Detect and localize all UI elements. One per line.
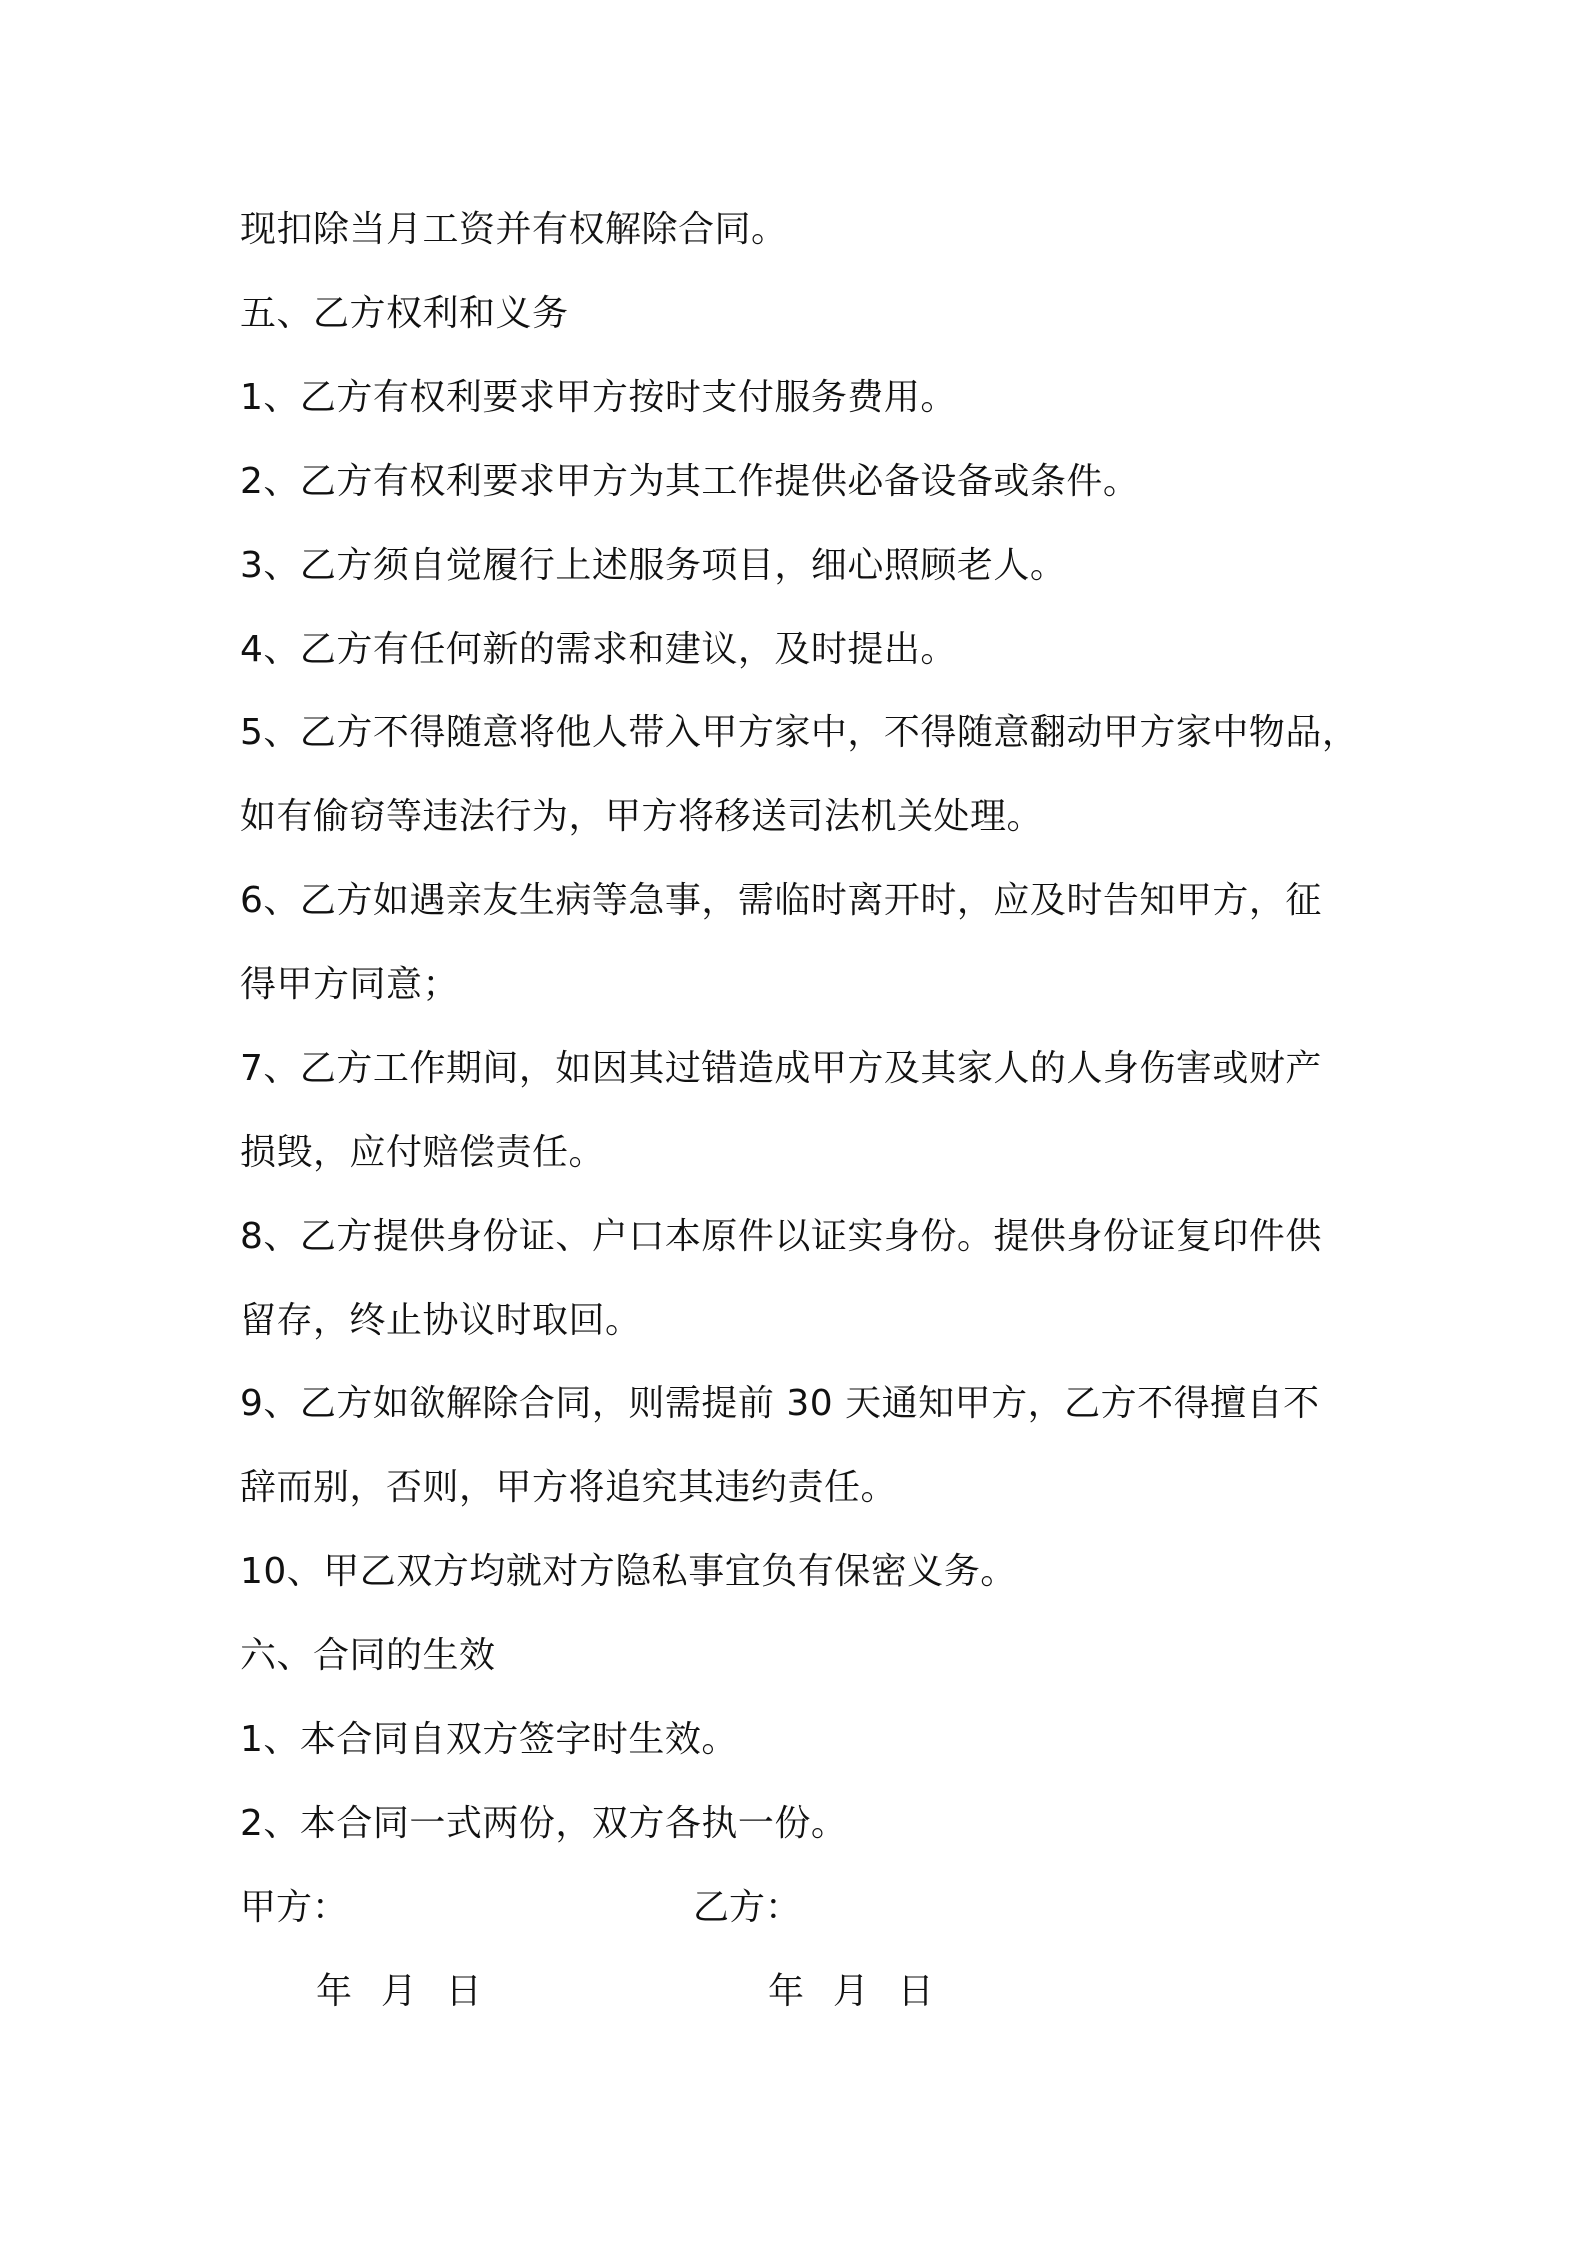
text-line-9: 6、乙方如遇亲友生病等急事，需临时离开时，应及时告知甲方，征	[240, 880, 1322, 921]
text-line-12: 损毁，应付赔偿责任。	[240, 1132, 606, 1173]
section-heading-effect: 六、合同的生效	[240, 1635, 496, 1676]
text-line-8: 如有偷窃等违法行为，甲方将移送司法机关处理。	[240, 796, 1044, 837]
text-line-4: 2、乙方有权利要求甲方为其工作提供必备设备或条件。	[240, 461, 1140, 502]
text-line-11: 7、乙方工作期间，如因其过错造成甲方及其家人的人身伤害或财产	[240, 1048, 1322, 1089]
text-line-10: 得甲方同意；	[240, 964, 460, 1005]
party-b-date: 年 月 日	[768, 1971, 936, 2012]
text-line-14: 留存，终止协议时取回。	[240, 1300, 642, 1341]
text-line-15: 9、乙方如欲解除合同，则需提前 30 天通知甲方，乙方不得擅自不	[240, 1383, 1320, 1424]
text-line-16: 辞而别，否则，甲方将追究其违约责任。	[240, 1467, 898, 1508]
party-a-signature-label: 甲方：	[240, 1887, 349, 1928]
text-line-13: 8、乙方提供身份证、户口本原件以证实身份。提供身份证复印件供	[240, 1216, 1322, 1257]
section-heading-rights: 五、乙方权利和义务	[240, 293, 569, 334]
text-line-5: 3、乙方须自觉履行上述服务项目，细心照顾老人。	[240, 545, 1067, 586]
text-line-19: 1、本合同自双方签字时生效。	[240, 1719, 738, 1760]
party-b-signature-label: 乙方：	[693, 1887, 802, 1928]
text-line-1: 现扣除当月工资并有权解除合同。	[240, 209, 788, 250]
party-a-date: 年 月 日	[316, 1971, 484, 2012]
text-line-17: 10、甲乙双方均就对方隐私事宜负有保密义务。	[240, 1551, 1017, 1592]
text-line-6: 4、乙方有任何新的需求和建议，及时提出。	[240, 629, 957, 670]
text-line-3: 1、乙方有权利要求甲方按时支付服务费用。	[240, 377, 957, 418]
text-line-7: 5、乙方不得随意将他人带入甲方家中，不得随意翻动甲方家中物品，	[240, 712, 1359, 753]
text-line-20: 2、本合同一式两份，双方各执一份。	[240, 1803, 848, 1844]
